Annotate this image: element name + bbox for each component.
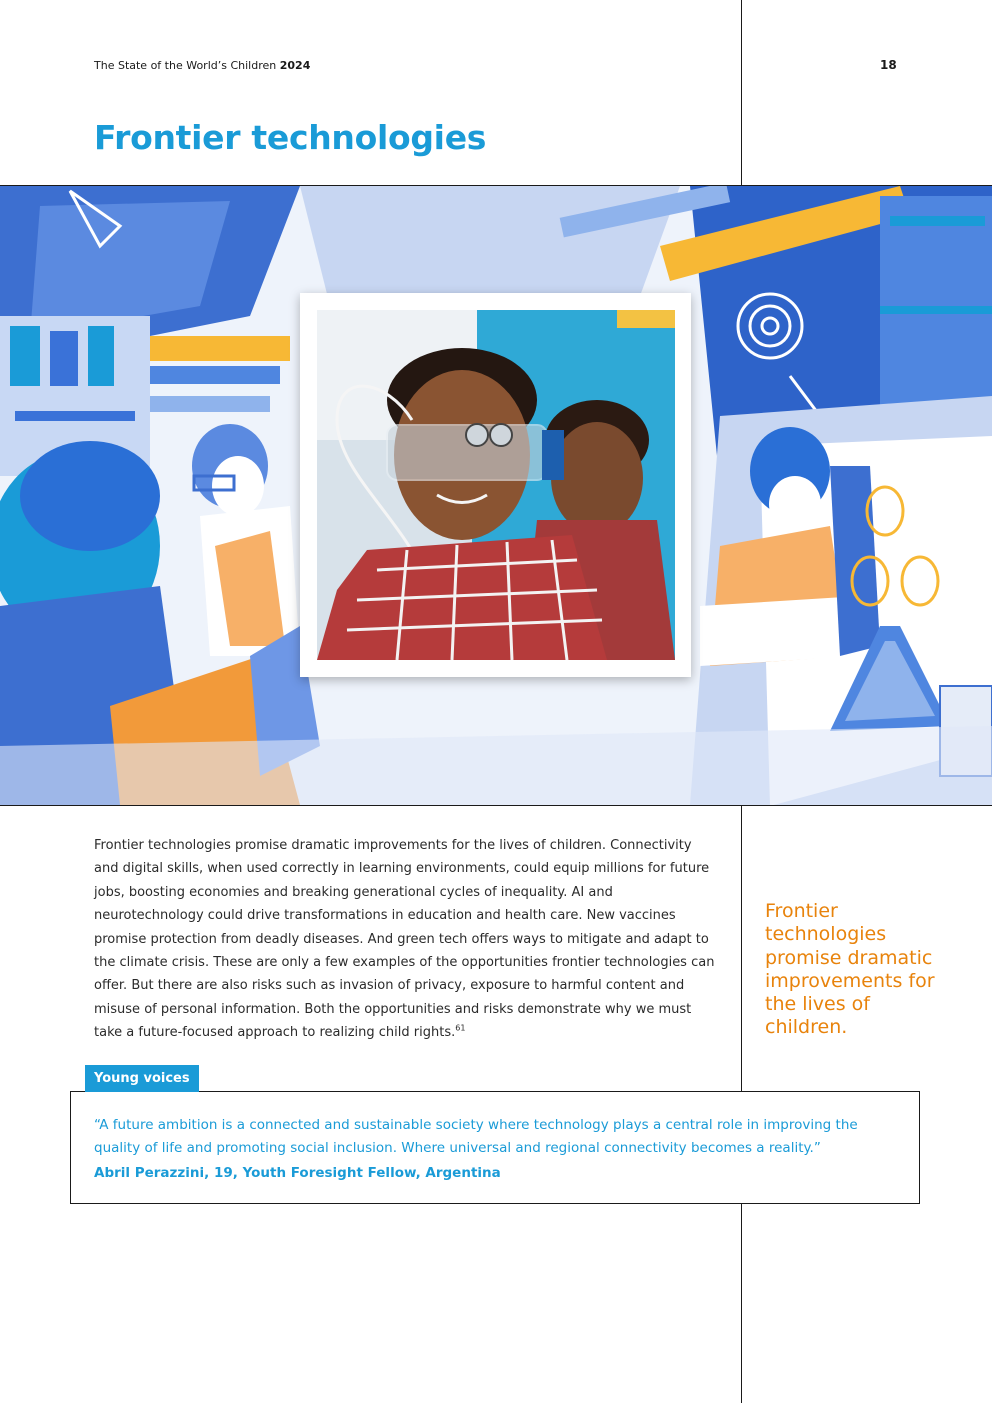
publication-title: The State of the World’s Children [94, 59, 277, 72]
section-title: Frontier technologies [94, 118, 487, 157]
hero-bottom-rule [0, 805, 992, 806]
pull-quote: Frontier technologies promise dramatic improvements for the lives of children. [765, 900, 935, 1039]
running-header [94, 59, 310, 72]
publication-year: 2024 [279, 59, 311, 72]
child-wearing-sensor-glasses-photo-icon [317, 310, 675, 660]
footnote-reference[interactable]: 61 [455, 1023, 466, 1033]
body-paragraph-text: Frontier technologies promise dramatic improvements for the lives of children. Connectivity and digital skills, when used correctly in learning environments, could equip millions for future jobs, boosting economies and breaking generational cycles of inequality. AI and neurotechnology could drive transformations in education and health care. New vaccines promise protection from deadly diseases. And green tech offers ways to mitigate and adapt to the climate crisis. These are only a few examples of the opportunities frontier technologies can offer. But there are also risks such as invasion of privacy, exposure to harmful content and misuse of personal information. Both the opportunities and risks demonstrate why we must take a future-focused approach to realizing child rights. [94, 838, 715, 1041]
hero-illustration [0, 186, 992, 805]
column-divider-top [741, 0, 742, 186]
young-voices-attribution: Abril Perazzini, 19, Youth Foresight Fellow, Argentina [94, 1165, 501, 1181]
body-paragraph [94, 834, 719, 1045]
young-voices-box [70, 1091, 920, 1204]
young-voices-quote: “A future ambition is a connected and sustainable society where technology plays a central role in improving the quality of life and promoting social inclusion. Where universal and regional connectivity becomes a reality.” [94, 1117, 858, 1157]
young-voices-label: Young voices [85, 1065, 199, 1092]
page-number: 18 [880, 58, 897, 72]
photo-frame [300, 293, 691, 677]
